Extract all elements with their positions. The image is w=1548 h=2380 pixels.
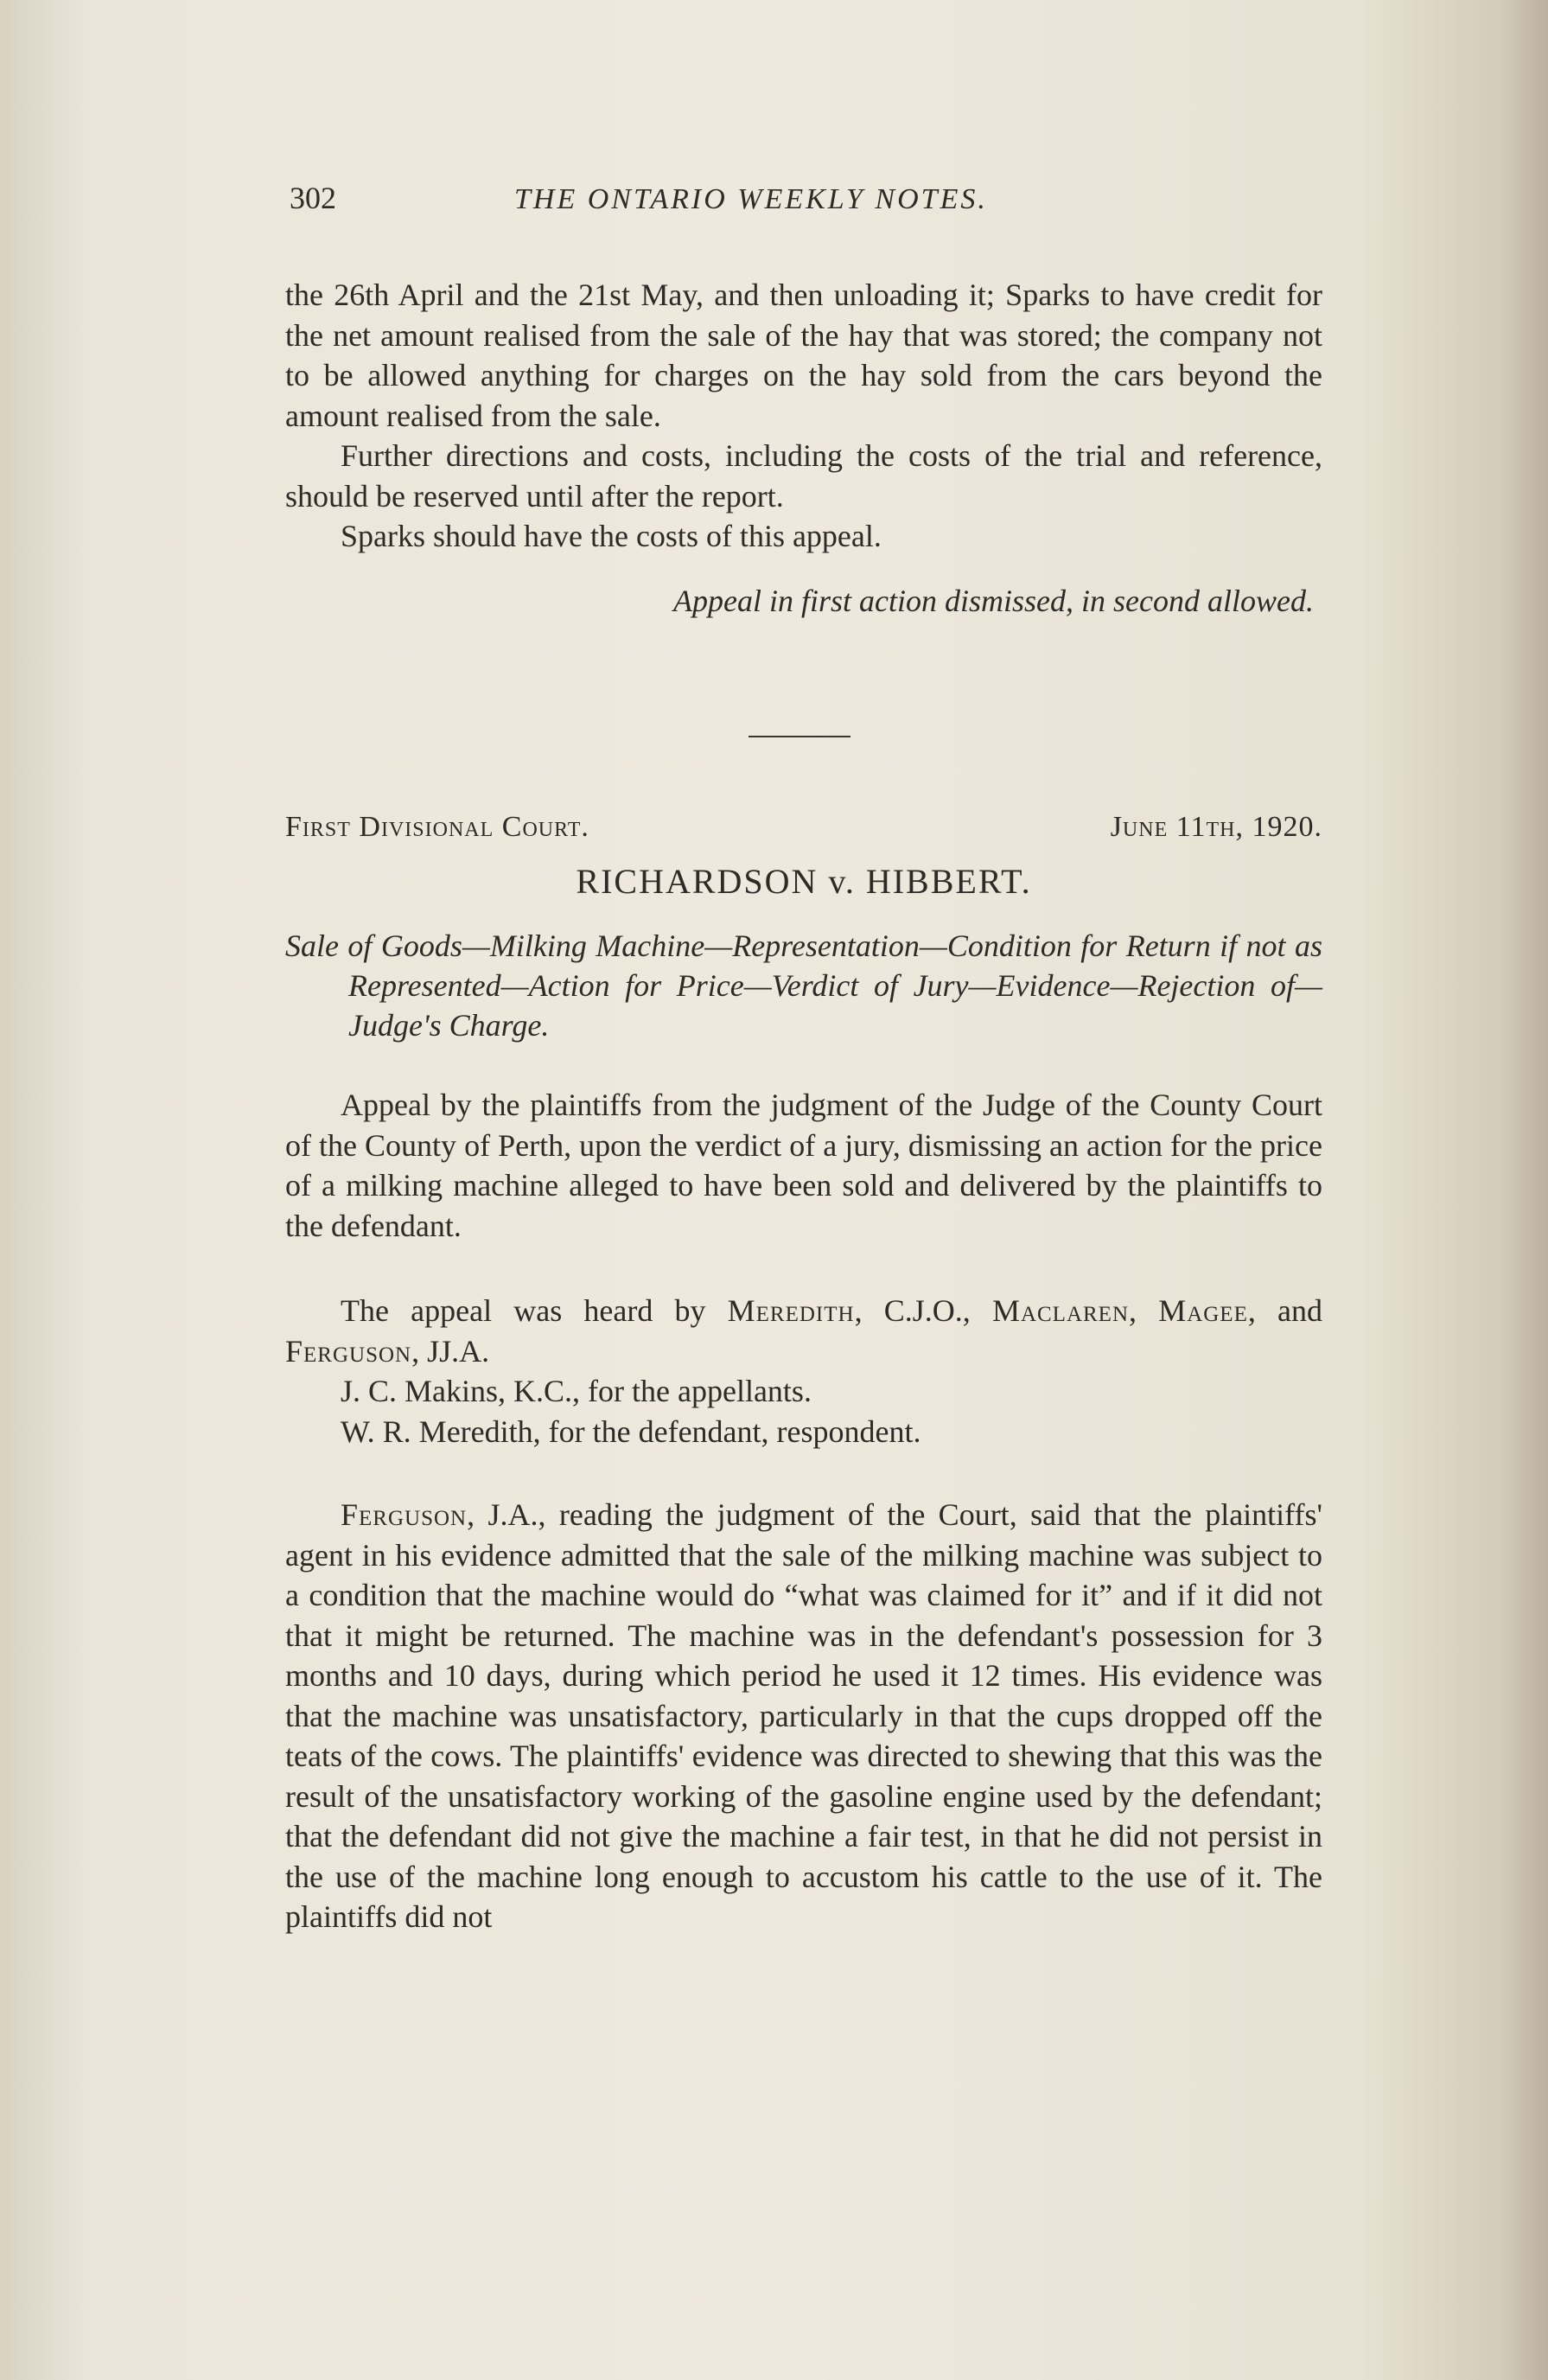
court-date-line	[285, 811, 1322, 844]
counsel-line: J. C. Makins, K.C., for the appellants.	[341, 1374, 812, 1408]
headnote: Sale of Goods—Milking Machine—Representation—Condition for Return if not as Represented—Action for Price—Verdict of Jury—Evidence—Rejection of—Judge's Charge.	[285, 928, 1322, 1043]
page-header	[290, 180, 1067, 232]
decision-date: June 11th, 1920.	[1110, 811, 1322, 843]
prior-case-paragraph: Further directions and costs, including the costs of the trial and reference, should be reserved until after the report.	[285, 438, 1322, 514]
appeal-result: Appeal in first action dismissed, in second allowed.	[673, 583, 1314, 618]
prior-case-section	[285, 275, 1322, 621]
judge-name: Maclaren	[991, 1293, 1130, 1328]
counsel-line: W. R. Meredith, for the defendant, respondent.	[341, 1413, 921, 1449]
section-divider	[749, 736, 850, 737]
case-statement: Appeal by the plaintiffs from the judgment of the Judge of the County Court of the County of Perth, upon the verdict of a jury, dismissing an action for the price of a milking machine alleged to have been sold and delivered by the plaintiffs to the defendant.	[285, 1088, 1322, 1243]
page-number: 302	[290, 181, 336, 215]
judgment-judge-name: Ferguson	[341, 1497, 468, 1532]
court-name: First Divisional Court.	[285, 811, 589, 843]
bench-paragraph: The appeal was heard by Meredith, C.J.O., Maclaren, Magee, and Ferguson, JJ.A.	[285, 1293, 1322, 1369]
prior-case-paragraph: the 26th April and the 21st May, and then unloading it; Sparks to have credit for the net amount realised from the sale of the hay that was stored; the company not to be allowed anything for charges on the hay sold from the cars beyond the amount realised from the sale.	[285, 278, 1322, 433]
judgment-paragraph	[285, 1495, 1322, 1937]
counsel-list	[285, 1371, 1322, 1452]
prior-case-paragraph: Sparks should have the costs of this appeal.	[341, 519, 882, 553]
judge-name: Magee	[1158, 1293, 1248, 1328]
running-title: THE ONTARIO WEEKLY NOTES.	[514, 183, 988, 215]
judge-name: Meredith	[727, 1293, 855, 1328]
case-title: RICHARDSON v. HIBBERT.	[576, 862, 1032, 901]
judgment-text: , J.A., reading the judgment of the Court, said that the plaintiffs' agent in his evidence admitted that the sale of the milking machine was subject to a condition that the machine would do “what was claimed for it” and if it did not that it might be returned. The machine was in the defendant's possession for 3 months and 10 days, during which period he used it 12 times. His evidence was that the machine was unsatisfactory, particularly in that the cups dropped off the teats of the cows. The plaintiffs' evidence was directed to shewing that this was the result of the unsatisfactory working of the gasoline engine used by the defendant; that the defendant did not give the machine a fair test, in that he did not persist in the use of the machine long enough to accustom his cattle to the use of it. The plaintiffs did not	[285, 1497, 1322, 1934]
case-section	[285, 811, 1322, 1937]
judge-name: Ferguson	[285, 1333, 412, 1369]
